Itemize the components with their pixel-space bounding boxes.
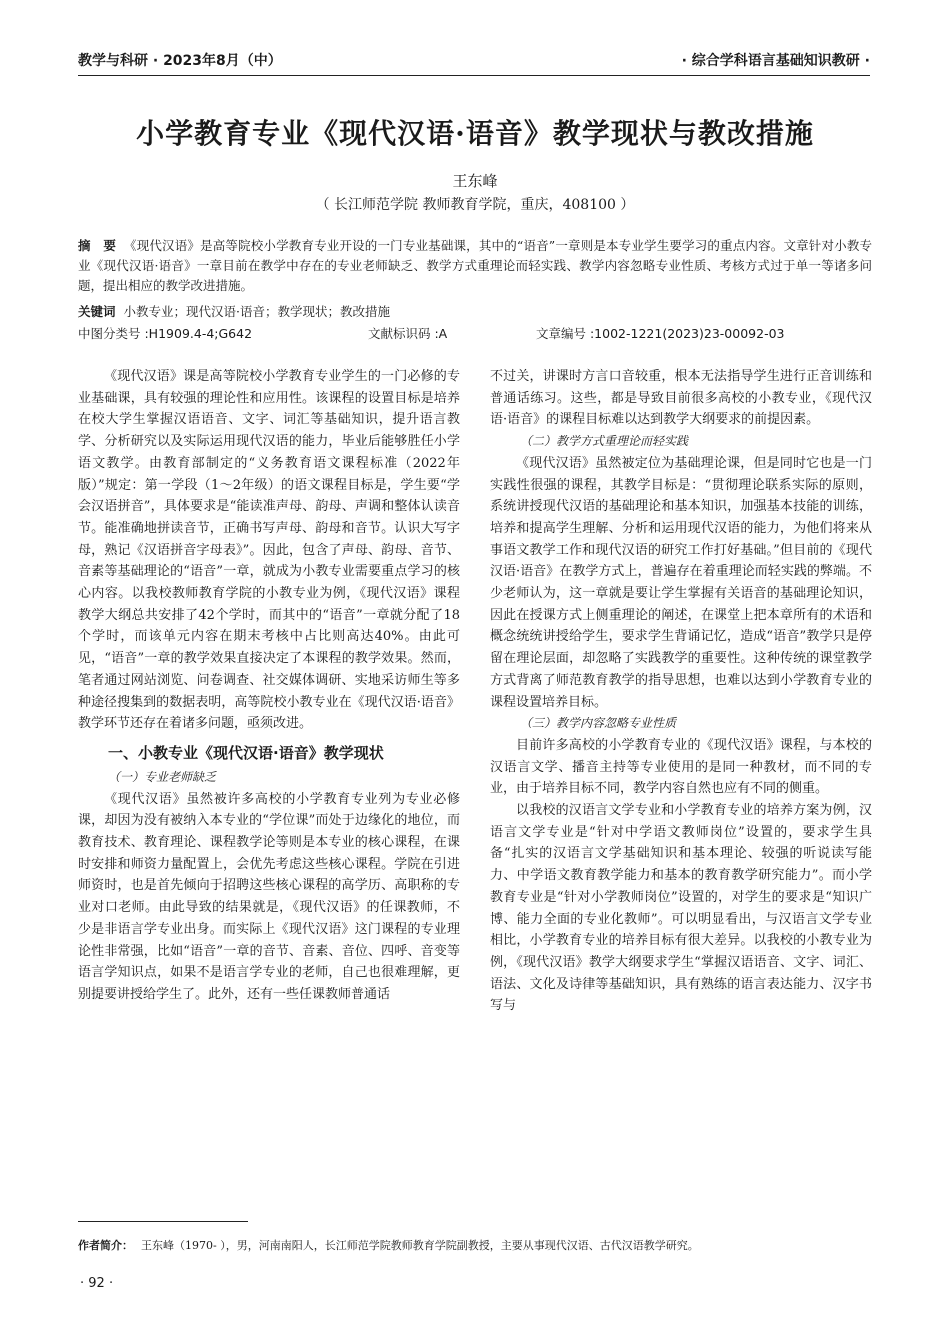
body-paragraph: 《现代汉语》虽然被许多高校的小学教育专业列为专业必修课，却因为没有被纳入本专业的“学位课”而处于边缘化的地位，而教育技术、教育理论、课程教学论等则是本专业的核心课程，在课时安排和师资力量配置上，会优先考虑这些核心课程。学院在引进师资时，也是首先倾向于招聘这些核心课程的高学历、高职称的专业对口老师。由此导致的结果就是，《现代汉语》的任课教师，不少是非语言学专业出身。而实际上《现代汉语》这门课程的专业理论性非常强，比如“语音”一章的音节、音素、音位、四呼、音变等语言学知识点，如果不是语言学专业的老师，自己也很难理解，更别提要讲授给学生了。此外，还有一些任课教师普通话	[78, 791, 460, 1002]
running-header-right: · 综合学科语言基础知识教研 ·	[681, 53, 870, 69]
keywords-label: 关键词	[78, 304, 116, 319]
subsection-heading: （三）教学内容忽略专业性质	[520, 716, 677, 731]
body-paragraph: 《现代汉语》课是高等院校小学教育专业学生的一门必修的专业基础课，具有较强的理论性和应用性。该课程的设置目标是培养在校大学生掌握汉语语音、文字、词汇等基础知识，提升语言教学、分析研究以及实际运用现代汉语的能力，毕业后能够胜任小学语文教学。由教育部制定的“义务教育语文课程标准（2022年版）”规定：第一学段（1～2年级）的语文课程目标是，学生要“学会汉语拼音”，具体要求是“能读准声母、韵母、声调和整体认读音节。能准确地拼读音节，正确书写声母、韵母和音节。认识大写字母，熟记《汉语拼音字母表》”。因此，包含了声母、韵母、音节、音素等基础理论的“语音”一章，就成为小教专业需要重点学习的核心内容。以我校教师教育学院的小教专业为例，《现代汉语》课程教学大纲总共安排了42个学时，而其中的“语音”一章就分配了18个学时，而该单元内容在期末考核中占比则高达40%。由此可见，“语音”一章的教学效果直接决定了本课程的教学效果。然而，笔者通过网站浏览、问卷调查、社交媒体调研、实地采访师生等多种途径搜集到的数据表明，高等院校小教专业在《现代汉语·语音》教学环节还存在着诸多问题，亟须改进。	[78, 369, 460, 732]
footnote-text: 王东峰（1970- ），男，河南南阳人，长江师范学院教师教育学院副教授，主要从事现代汉语、古代汉语教学研究。	[141, 1239, 699, 1252]
subsection-heading: （一）专业老师缺乏	[108, 769, 217, 784]
body-paragraph: 以我校的汉语言文学专业和小学教育专业的培养方案为例，汉语言文学专业是“针对中学语文教师岗位”设置的，要求学生具备“扎实的汉语言文学基础知识和基本理论、较强的听说读写能力、中学语文教育教学能力和基本的教育教学研究能力”。而小学教育专业是“针对小学教师岗位”设置的，对学生的要求是“知识广博、能力全面的专业化教师”。可以明显看出，与汉语言文学专业相比，小学教育专业的培养目标有很大差异。以我校的小教专业为例，《现代汉语》教学大纲要求学生“掌握汉语语音、文字、词汇、语法、文化及诗律等基础知识，具有熟练的语言表达能力、汉字书写与	[490, 803, 872, 1014]
footnote-label: 作者简介：	[78, 1239, 133, 1252]
right-column	[490, 366, 872, 1017]
keywords	[78, 302, 872, 322]
left-column	[78, 366, 460, 1006]
page-number: · 92 ·	[80, 1276, 114, 1291]
section-heading: 一、小教专业《现代汉语·语音》教学现状	[108, 743, 384, 762]
document-code: 文献标识码 :A	[368, 326, 448, 341]
abstract-text: 《现代汉语》是高等院校小学教育专业开设的一门专业基础课，其中的“语音”一章则是本专业学生要学习的重点内容。文章针对小教专业《现代汉语·语音》一章目前在教学中存在的专业老师缺乏、教学方式重理论而轻实践、教学内容忽略专业性质、考核方式过于单一等诸多问题，提出相应的教学改进措施。	[78, 238, 872, 293]
author-name: 王东峰	[452, 172, 498, 190]
article-number: 文章编号 :1002-1221(2023)23-00092-03	[536, 326, 785, 341]
header-rule	[78, 75, 870, 76]
keywords-text: 小教专业；现代汉语·语音；教学现状；教改措施	[123, 304, 390, 319]
abstract	[78, 236, 872, 296]
clc-number: 中图分类号 :H1909.4-4;G642	[78, 326, 253, 341]
footnote-rule	[78, 1221, 248, 1222]
body-paragraph: 不过关，讲课时方言口音较重，根本无法指导学生进行正音训练和普通话练习。这些，都是导致目前很多高校的小教专业，《现代汉语·语音》的课程目标难以达到教学大纲要求的前提因素。	[490, 369, 872, 428]
article-title: 小学教育专业《现代汉语·语音》教学现状与教改措施	[136, 117, 814, 150]
body-paragraph: 《现代汉语》虽然被定位为基础理论课，但是同时它也是一门实践性很强的课程，其教学目标是：“贯彻理论联系实际的原则，系统讲授现代汉语的基础理论和基本知识，加强基本技能的训练，培养和提高学生理解、分析和运用现代汉语的能力，为他们将来从事语文教学工作和现代汉语的研究工作打好基础。”但目前的《现代汉语·语音》在教学方式上，普遍存在着重理论而轻实践的弊端。不少老师认为，这一章就是要让学生掌握有关语音的基础理论知识，因此在授课方式上侧重理论的阐述，在课堂上把本章所有的术语和概念统统讲授给学生，要求学生背诵记忆，造成“语音”教学只是停留在理论层面，却忽略了实践教学的重要性。这种传统的课堂教学方式背离了师范教育教学的指导思想，也难以达到小学教育专业的课程设置培养目标。	[490, 455, 872, 710]
running-header-left: 教学与科研 · 2023年8月（中）	[78, 53, 282, 69]
body-paragraph: 目前许多高校的小学教育专业的《现代汉语》课程，与本校的汉语言文学、播音主持等专业使用的是同一种教材，而不同的专业，由于培养目标不同，教学内容自然也应有不同的侧重。	[490, 737, 872, 797]
author-affiliation: （ 长江师范学院 教师教育学院，重庆，408100 ）	[315, 197, 635, 213]
author-footnote	[78, 1238, 872, 1254]
subsection-heading: （二）教学方式重理论而轻实践	[520, 434, 689, 449]
abstract-label: 摘 要	[78, 238, 117, 253]
